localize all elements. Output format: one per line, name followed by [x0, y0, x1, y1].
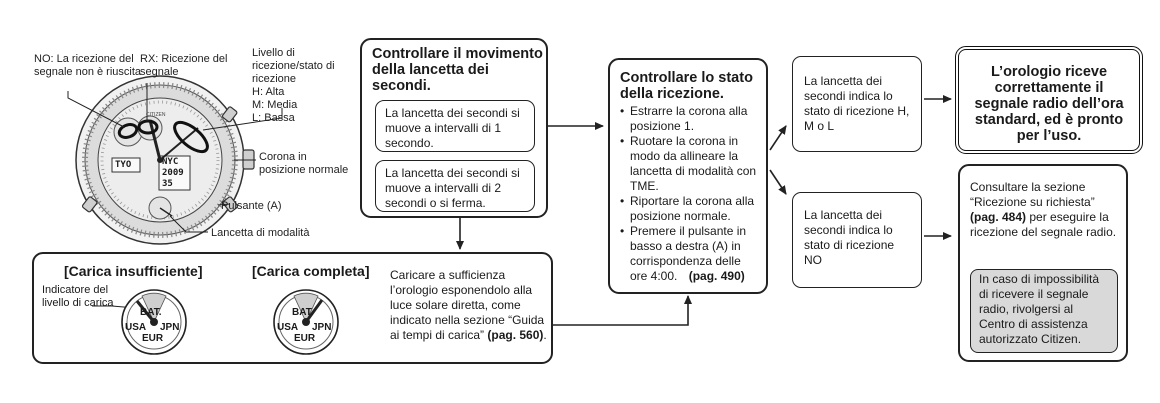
result-ok-text: L’orologio riceve correttamente il segnale radio dell’ora standard, ed è pronto per l’uso.	[974, 64, 1124, 144]
box-check-reception	[608, 58, 768, 294]
reception-step-2: • Ruotare la corona in modo da allineare la lancetta di modalità con TME.	[620, 134, 760, 194]
box-result-no	[958, 164, 1128, 362]
label-crown: Corona in posizione normale	[259, 151, 349, 176]
label-button-a: Pulsante (A)	[221, 200, 282, 212]
dial2-bat: BAT.	[292, 307, 314, 318]
reception-step-4	[620, 224, 760, 284]
charge-instruction-end: .	[543, 328, 547, 342]
reception-step-4-ref: (pag. 490)	[688, 269, 745, 283]
result-no-instruction	[970, 180, 1120, 240]
label-level-h: H: Alta	[252, 86, 285, 98]
option-2-second-interval: La lancetta dei secondi si muove a intervalli di 2 secondi o si ferma.	[375, 160, 535, 212]
watch-lcd-year: 2009	[162, 168, 184, 178]
charge-complete-title: [Carica completa]	[252, 263, 370, 279]
watch-lcd-number: 35	[162, 179, 173, 189]
result-no-text-before: Consultare la sezione “Ricezione su richiesta”	[970, 180, 1095, 209]
box-service-center: In caso di impossibilità di ricevere il segnale radio, rivolgersi al Centro di assistenza autorizzato Citizen.	[970, 269, 1118, 353]
check-reception-title: Controllare lo stato della ricezione.	[620, 70, 753, 102]
watch-lcd-city-left: TYO	[115, 160, 132, 170]
reception-step-4-text: Premere il pulsante in basso a destra (A) in corrispondenza delle ore 4:00.	[630, 224, 747, 283]
dial2-usa: USA	[277, 322, 299, 333]
label-level-m: M: Media	[252, 99, 298, 111]
charge-instruction-ref: (pag. 560)	[487, 328, 544, 342]
watch-brand-text: CITIZEN	[146, 112, 166, 118]
reception-steps	[620, 104, 760, 284]
charge-indicator-label: Indicatore del livello di carica	[42, 284, 114, 309]
dial1-eur: EUR	[142, 333, 164, 344]
box-result-ok	[955, 46, 1143, 154]
reception-step-1: • Estrarre la corona alla posizione 1.	[620, 104, 760, 134]
check-second-hand-title: Controllare il movimento della lancetta dei secondi.	[372, 46, 543, 94]
label-mode-hand: Lancetta di modalità	[211, 227, 310, 239]
result-no-text-after: per eseguire la ricezione del segnale radio.	[970, 210, 1117, 239]
dial1-usa: USA	[125, 322, 147, 333]
dial2-eur: EUR	[294, 333, 316, 344]
option-1-second-interval: La lancetta dei secondi si muove a intervalli di 1 secondo.	[375, 100, 535, 152]
box-state-hml: La lancetta dei secondi indica lo stato di ricezione H, M o L	[792, 56, 922, 152]
label-no-reception: NO: La ricezione del segnale non è riuscita	[34, 53, 142, 78]
dial1-jpn: JPN	[160, 322, 180, 333]
dial2-jpn: JPN	[312, 322, 332, 333]
reception-step-3: • Riportare la corona alla posizione normale.	[620, 194, 760, 224]
result-no-ref: (pag. 484)	[970, 210, 1027, 224]
label-rx-reception: RX: Ricezione del segnale	[140, 53, 228, 78]
label-level-title: Livello di ricezione/stato di ricezione	[252, 47, 335, 85]
box-state-no: La lancetta dei secondi indica lo stato di ricezione NO	[792, 192, 922, 288]
dial1-bat: BAT.	[140, 307, 162, 318]
charge-instruction-text: Caricare a sufficienza l’orologio esponendolo alla luce solare diretta, come indicato nella sezione “Guida ai tempi di carica”	[390, 268, 545, 342]
label-level-l: L: Bassa	[252, 112, 295, 124]
charge-insufficient-title: [Carica insufficiente]	[64, 263, 203, 279]
watch-lcd-city-right: NYC	[162, 157, 179, 167]
